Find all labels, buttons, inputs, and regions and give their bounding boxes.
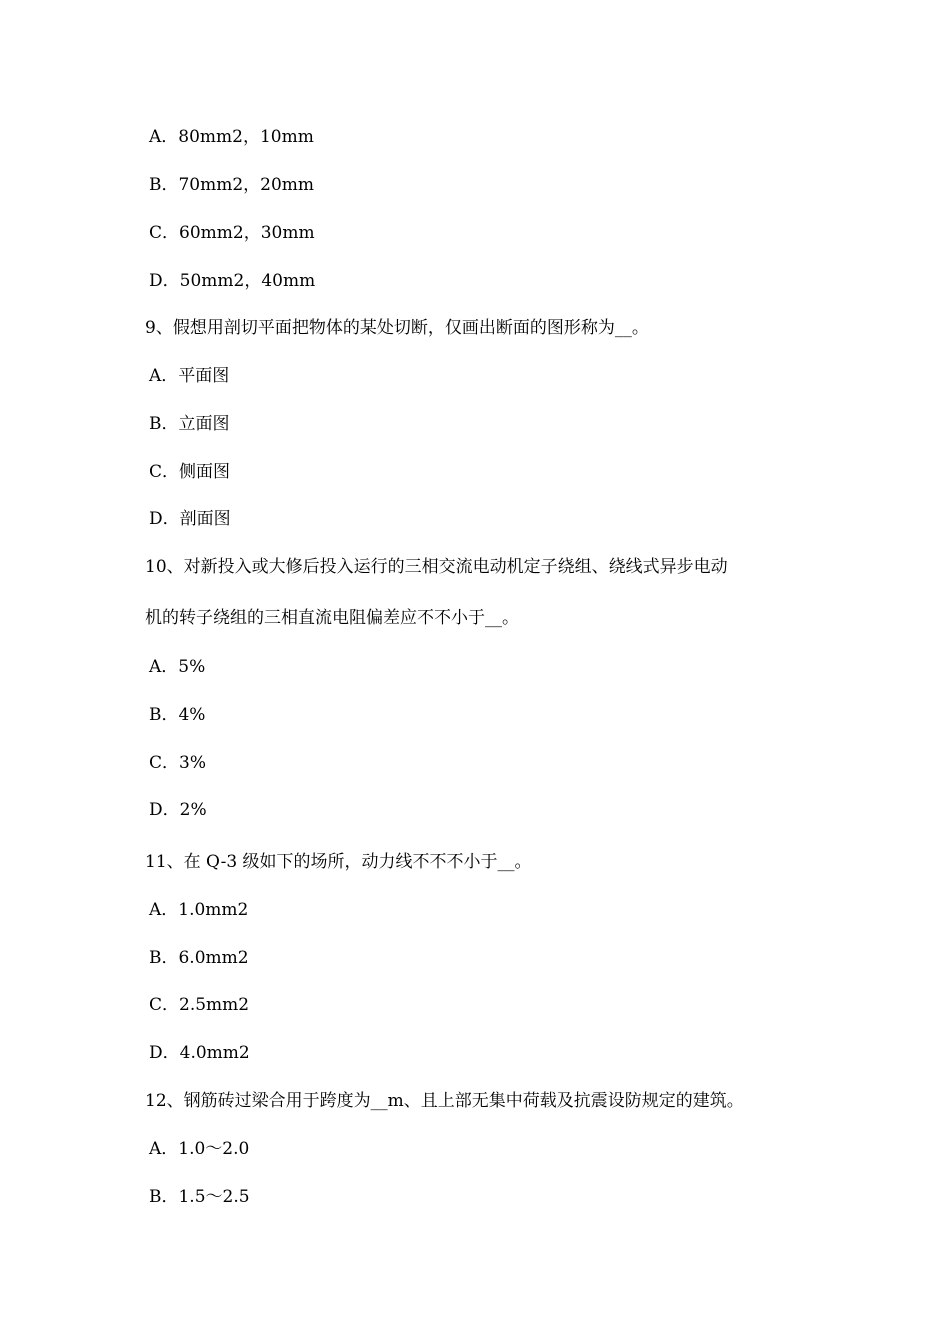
- q10-option-a: A．5%: [149, 657, 206, 677]
- q9-option-c: C．侧面图: [149, 462, 231, 482]
- q9-option-b: B．立面图: [149, 414, 230, 434]
- q10-option-b: B．4%: [149, 705, 206, 725]
- q9-option-a: A．平面图: [149, 366, 230, 386]
- q8-option-a: A．80mm2，10mm: [149, 127, 314, 147]
- q11-option-b: B．6.0mm2: [149, 948, 249, 968]
- q8-option-c: C．60mm2，30mm: [149, 223, 315, 243]
- q10-stem-line1: 10、对新投入或大修后投入运行的三相交流电动机定子绕组、绕线式异步电动: [145, 557, 728, 577]
- q8-option-b: B．70mm2，20mm: [149, 175, 315, 195]
- q11-option-d: D．4.0mm2: [149, 1043, 250, 1063]
- q10-option-d: D．2%: [149, 800, 207, 820]
- q11-stem: 11、在 Q-3 级如下的场所，动力线不不不小于__。: [145, 852, 532, 872]
- q10-stem-line2: 机的转子绕组的三相直流电阻偏差应不不小于__。: [145, 608, 519, 628]
- q12-option-b: B．1.5～2.5: [149, 1187, 250, 1207]
- q9-option-d: D．剖面图: [149, 509, 231, 529]
- q12-stem: 12、钢筋砖过梁合用于跨度为__m、且上部无集中荷载及抗震设防规定的建筑。: [145, 1091, 744, 1111]
- q8-option-d: D．50mm2，40mm: [149, 271, 316, 291]
- q11-option-c: C．2.5mm2: [149, 995, 250, 1015]
- q11-option-a: A．1.0mm2: [149, 900, 249, 920]
- q10-option-c: C．3%: [149, 753, 206, 773]
- q9-stem: 9、假想用剖切平面把物体的某处切断，仅画出断面的图形称为__。: [145, 318, 649, 338]
- q12-option-a: A．1.0～2.0: [149, 1139, 250, 1159]
